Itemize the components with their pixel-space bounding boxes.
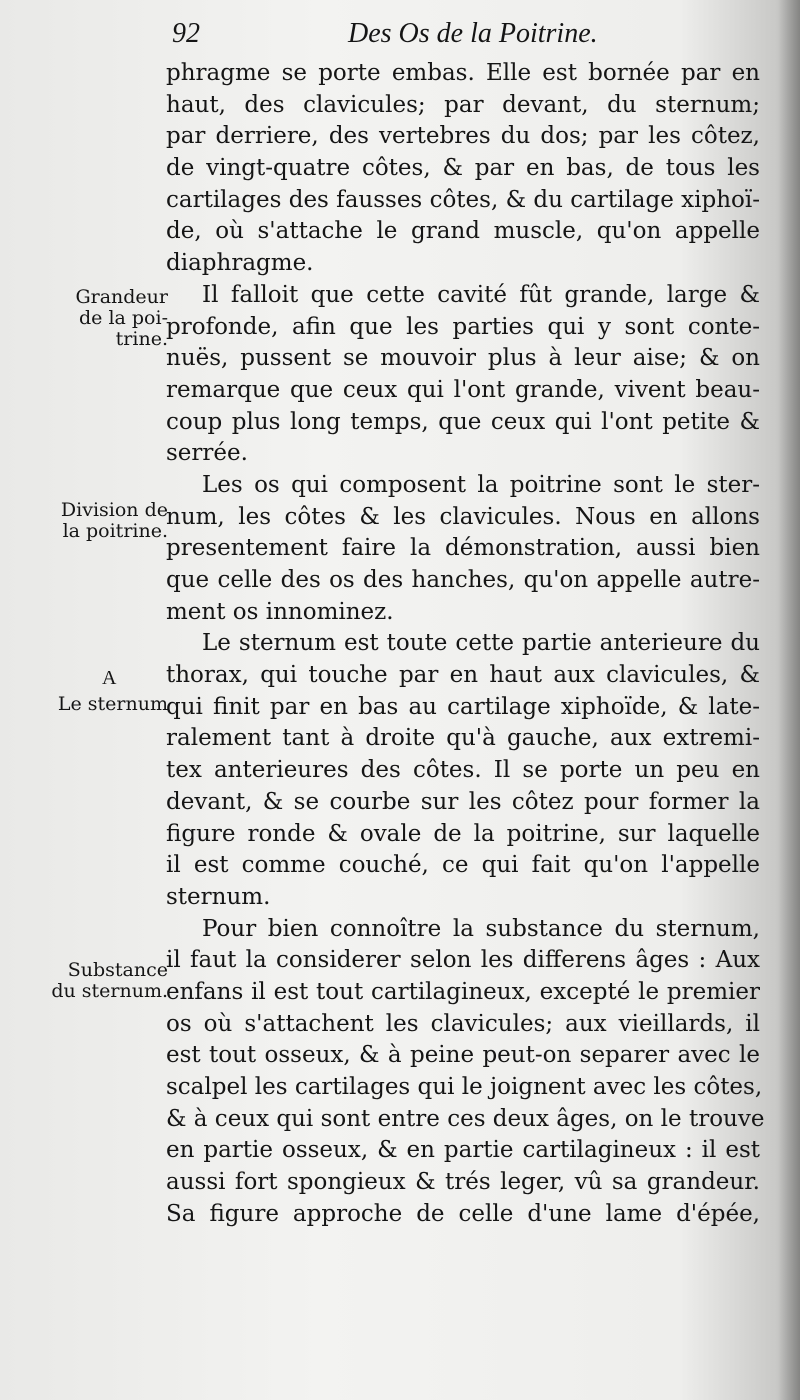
margin-note-line: Division de bbox=[60, 499, 168, 521]
margin-note-sternum bbox=[40, 694, 168, 715]
text-line: haut, des clavicules; par devant, du sternum; bbox=[166, 91, 760, 118]
margin-note-grandeur bbox=[40, 287, 168, 350]
margin-note-line: Substance bbox=[67, 959, 168, 981]
margin-note-line: la poitrine. bbox=[62, 520, 168, 542]
margin-note-division bbox=[40, 500, 168, 542]
text-line: de vingt-quatre côtes, & par en bas, de tous les bbox=[166, 155, 760, 182]
text-line: diaphragme. bbox=[166, 250, 314, 277]
text-line: en partie osseux, & en partie cartilagineux : il est bbox=[166, 1137, 760, 1164]
text-line: os où s'attachent les clavicules; aux vieillards, il bbox=[166, 1010, 760, 1037]
figure-marker: A bbox=[102, 667, 117, 689]
page-gutter-shadow bbox=[778, 0, 800, 1400]
text-line: ment os innominez. bbox=[166, 598, 394, 625]
margin-note-line: trine. bbox=[115, 328, 168, 350]
text-line: sternum. bbox=[166, 883, 271, 910]
margin-note-line: Le sternum bbox=[57, 693, 168, 715]
text-line: nuës, pussent se mouvoir plus à leur aise; & on bbox=[166, 345, 760, 372]
text-line: presentement faire la démonstration, aussi bien bbox=[166, 535, 760, 562]
text-line: il est comme couché, ce qui fait qu'on l'appelle bbox=[166, 852, 760, 879]
text-line: Sa figure approche de celle d'une lame d'épée, bbox=[166, 1200, 760, 1227]
page-number: 92 bbox=[172, 18, 200, 49]
text-line: par derriere, des vertebres du dos; par les côtez, bbox=[166, 123, 760, 150]
text-line: serrée. bbox=[166, 440, 248, 467]
text-line: phragme se porte embas. Elle est bornée par en bbox=[166, 60, 760, 86]
text-line: est tout osseux, & à peine peut-on separer avec le bbox=[166, 1042, 760, 1069]
text-line: tex anterieures des côtes. Il se porte un peu en bbox=[166, 757, 760, 784]
margin-note-line: Grandeur bbox=[75, 286, 168, 308]
body-text bbox=[166, 58, 765, 1230]
text-line: Pour bien connoître la substance du sternum, bbox=[202, 915, 760, 942]
running-title: Des Os de la Poitrine. bbox=[348, 18, 598, 49]
margin-note-line: du sternum. bbox=[51, 980, 168, 1002]
text-line: devant, & se courbe sur les côtez pour former la bbox=[166, 788, 760, 815]
text-line: num, les côtes & les clavicules. Nous en allons bbox=[166, 503, 760, 530]
text-line: ralement tant à droite qu'à gauche, aux extremi- bbox=[166, 725, 760, 752]
text-line: figure ronde & ovale de la poitrine, sur laquelle bbox=[166, 820, 760, 847]
text-line: il faut la considerer selon les differens âges : Aux bbox=[166, 947, 760, 974]
text-line: Le sternum est toute cette partie anterieure du bbox=[202, 630, 760, 657]
text-line: cartilages des fausses côtes, & du cartilage xiphoï- bbox=[166, 186, 760, 213]
text-line: coup plus long temps, que ceux qui l'ont petite & bbox=[166, 408, 760, 435]
text-line: enfans il est tout cartilagineux, excepté le premier bbox=[166, 978, 760, 1005]
text-line: remarque que ceux qui l'ont grande, vivent beau- bbox=[166, 376, 760, 403]
page-header bbox=[172, 18, 642, 58]
text-line: & à ceux qui sont entre ces deux âges, on le trouve bbox=[166, 1105, 765, 1132]
text-line: Il falloit que cette cavité fût grande, large & bbox=[202, 281, 760, 308]
text-line: aussi fort spongieux & trés leger, vû sa grandeur. bbox=[166, 1169, 760, 1196]
margin-note-line: de la poi- bbox=[79, 307, 168, 329]
text-line: Les os qui composent la poitrine sont le ster- bbox=[202, 471, 760, 498]
text-line: scalpel les cartilages qui le joignent avec les côtes, bbox=[166, 1074, 763, 1100]
text-line: thorax, qui touche par en haut aux clavicules, & bbox=[166, 662, 760, 689]
text-line: de, où s'attache le grand muscle, qu'on appelle bbox=[166, 218, 760, 245]
margin-note-substance bbox=[40, 960, 168, 1002]
text-line: profonde, afin que les parties qui y sont conte- bbox=[166, 313, 760, 340]
text-line: que celle des os des hanches, qu'on appelle autre- bbox=[166, 567, 760, 593]
text-line: qui finit par en bas au cartilage xiphoïde, & late- bbox=[166, 693, 760, 720]
